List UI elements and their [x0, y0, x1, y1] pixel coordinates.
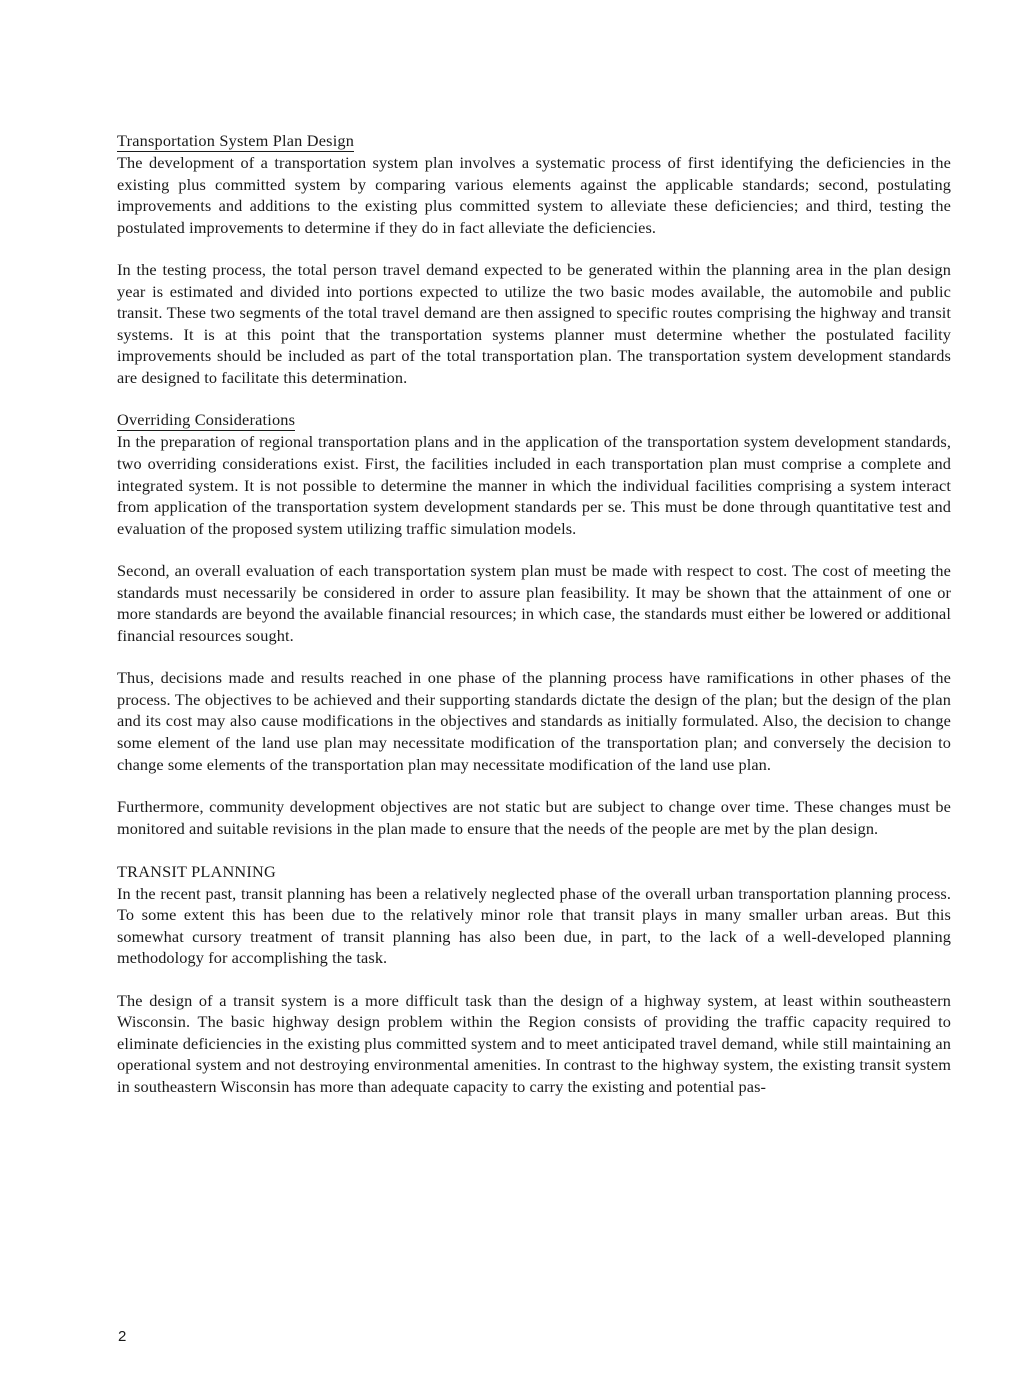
section-gap — [117, 388, 951, 410]
paragraph: Furthermore, community development objectives are not static but are subject to change over time. These changes must be monitored and suitable revisions in the plan made to ensure that the needs of the people are met by the plan design. — [117, 797, 951, 838]
paragraph: Second, an overall evaluation of each transportation system plan must be made with respect to cost. The cost of meeting the standards must necessarily be considered in order to assure plan feasibility. It may be shown that the attainment of one or more standards are beyond the available financial resources; in which case, the standards must either be lowered or additional financial resources sought. — [117, 561, 951, 645]
paragraph: In the preparation of regional transportation plans and in the application of the transportation system development standards, two overriding considerations exist. First, the facilities included in each transportation plan must comprise a complete and integrated system. It is not possible to determine the manner in which the individual facilities comprising a system interact from application of the transportation system development standards per se. This must be done through quantitative test and evaluation of the proposed system utilizing traffic simulation models. — [117, 432, 951, 538]
paragraph: The development of a transportation system plan involves a systematic process of first identifying the deficiencies in the existing plus committed system by comparing various elements against the applicable standards; second, postulating improvements and additions to the existing plus committed system to alleviate these deficiencies; and third, testing the postulated improvements to determine if they do in fact alleviate the deficiencies. — [117, 153, 951, 237]
paragraph: In the recent past, transit planning has been a relatively neglected phase of the overall urban transportation planning process. To some extent this has been due to the relatively minor role that transit plays in many smaller urban areas. But this somewhat cursory treatment of transit planning has also been due, in part, to the lack of a well-developed planning methodology for accomplishing the task. — [117, 883, 951, 968]
paragraph: Thus, decisions made and results reached in one phase of the planning process have ramifications in other phases of the process. The objectives to be achieved and their supporting standards dictate the design of the plan; but the design of the plan and its cost may also cause modifications in the objectives and standards as initially formulated. Also, the decision to change some element of the land use plan may necessitate modification of the transportation plan; and conversely the decision to change some elements of the transportation plan may necessitate modification of the land use plan. — [117, 668, 951, 774]
page-body — [117, 131, 951, 1097]
paragraph-gap — [117, 969, 951, 990]
section-transportation-system-plan-design — [117, 131, 951, 388]
page-number: 2 — [118, 1328, 127, 1345]
section-overriding-considerations — [117, 410, 951, 839]
paragraph-gap — [117, 238, 951, 259]
paragraph-gap — [117, 646, 951, 667]
section-heading: TRANSIT PLANNING — [117, 862, 276, 882]
paragraph: The design of a transit system is a more difficult task than the design of a highway system, at least within southeastern Wisconsin. The basic highway design problem within the Region consists of providing the traffic capacity required to eliminate deficiencies in the existing plus committed system and to meet anticipated travel demand, while still maintaining an operational system and not destroying environmental amenities. In contrast to the highway system, the existing transit system in southeastern Wisconsin has more than adequate capacity to carry the existing and potential pas- — [117, 990, 951, 1096]
section-heading: Overriding Considerations — [117, 410, 296, 430]
paragraph-gap — [117, 775, 951, 796]
paragraph: In the testing process, the total person travel demand expected to be generated within the planning area in the plan design year is estimated and divided into portions expected to utilize the two basic modes available, the automobile and public transit. These two segments of the total travel demand are then assigned to specific routes comprising the highway and transit systems. It is at this point that the transportation systems planner must determine whether the postulated facility improvements should be included as part of the total transportation plan. The transportation system development standards are designed to facilitate this determination. — [117, 260, 951, 387]
section-heading: Transportation System Plan Design — [117, 131, 355, 150]
section-transit-planning — [117, 861, 951, 1097]
paragraph-gap — [117, 539, 951, 560]
section-gap — [117, 839, 951, 861]
